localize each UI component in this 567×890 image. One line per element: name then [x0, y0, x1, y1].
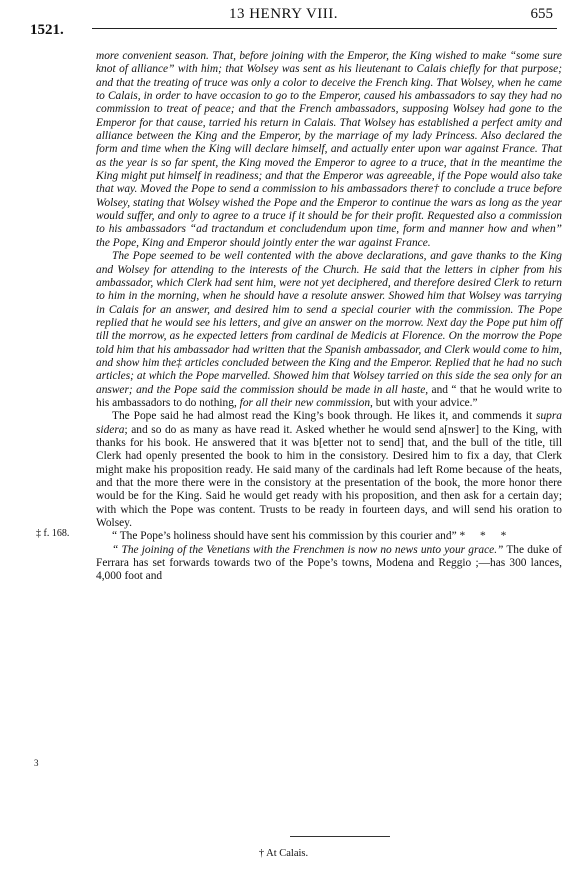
paragraph-3-end: ; and so do as many as have read it. Asked whether he would send a[nswer] to the King, with thanks for his book. He answered that it was b[etter not to send] that, and the bull of the title, till Clerk had openly presented the book to him in the consistory. Desired him to fix a day, that Clerk might make his proposition ready. He said many of the cardinals had left Rome because of the heats, and that the more there were in the consistory at the presentation of the book, the more honor there would be for the King. Said he would get ready with his proposition, and then ask for a certain day; with which the Pope was content. Trusts to be ready in fourteen days, and will send his oration to Wolsey.	[96, 423, 562, 530]
year-marker: 1521.	[30, 22, 64, 38]
running-head: 13 HENRY VIII.	[228, 6, 339, 22]
paragraph-3-latin: supra sidera	[96, 410, 562, 436]
paragraph-2-tail-italic: for all their new commission,	[239, 396, 373, 409]
margin-mark: 3	[34, 758, 39, 768]
ellipsis-stars: * * *	[459, 530, 513, 543]
paragraph-1: more convenient season. That, before joining with the Emperor, the King wished to make “some sure knot of alliance” with him; that Wolsey was sent as his lieutenant to Calais chiefly for that purpose; and that the treating of truce was only a color to deceive the French king. That Wolsey, when he came to Calais, in order to have occasion to go to the Emperor, caused his ambassadors to say they had no commission to treat of peace; and that the French ambassadors, supposing Wolsey had gone to the Emperor for that cause, tarried his return in Calais. That Wolsey has established a perfect amity and alliance between the King and the Emperor, by the marriage of my lady Princess. Also declared the form and time when the King will declare himself, and actually enter upon war against France. That as the year is so far spent, the King moved the Emperor to agree to a truce, that in the meantime the King might put himself in readiness; and that the Emperor was agreeable, if the Pope would also take that way. Moved the Pope to send a commission to his ambassadors there† to conclude a truce before Wolsey, stating that Wolsey wished the Pope and the Emperor to continue the wars as long as the year would suffer, and only to agree to a truce if it should be for their profit. Requested also a commission to his ambassadors “ad tractandum et concludendum upon time, form and manner how and when” the Pope, King and Emperor should jointly enter the war against France.	[96, 50, 562, 249]
paragraph-3	[96, 410, 562, 530]
header-rule	[92, 28, 557, 29]
paragraph-5-italic: “ The joining of the Venetians with the Frenchmen is now no news unto your grace.”	[112, 543, 504, 556]
paragraph-2-italic: The Pope seemed to be well contented with the above declarations, and gave thanks to the King and Wolsey for attending to the interests of the Church. He said that the letters in cipher from his ambassador, which Clerk had sent him, were not yet deciphered, and therefore desired Clerk to return to him in the morning, when he should have a resolute answer. Showed him that Wolsey was tarrying in Calais for an answer, and desired him to send a special courier with the commission. The Pope replied that he would see his letters, and give an answer on the morrow. Next day the Pope put him off till the morrow, as he expected letters from cardinal de Medicis at Florence. On the morrow the Pope told him that his ambassador had written that the Spanish ambassador, and Clerk would come to him, and show him the‡ articles concluded between the King and the Emperor. Replied that he had no such articles; at which the Pope marvelled. Showed him that Wolsey tarried on this side the sea only for an answer; and the Pope said the commission should be made in all haste,	[96, 250, 562, 396]
paragraph-4-text: “ The Pope’s holiness should have sent his commission by this courier and”	[112, 530, 457, 543]
paragraph-2-tail-roman-end: but with your advice.”	[375, 396, 478, 409]
page-number: 655	[530, 6, 553, 22]
paragraph-2	[96, 250, 562, 410]
margin-folio-note: ‡ f. 168.	[36, 528, 70, 539]
paragraph-4	[96, 530, 562, 543]
footnote-rule	[290, 836, 390, 837]
paragraph-2-tail-roman: and “ that he would write to his ambassadors to do nothing,	[96, 383, 562, 409]
footnote: † At Calais.	[258, 848, 309, 859]
paragraph-5-roman: The duke of Ferrara has set forwards towards two of the Pope’s towns, Modena and Reggio ;—has 300 lances, 4,000 foot and	[96, 543, 562, 583]
paragraph-5	[96, 544, 562, 584]
body-text	[96, 50, 562, 584]
paragraph-3-start: The Pope said he had almost read the King’s book through. He likes it, and commends it	[112, 410, 533, 423]
